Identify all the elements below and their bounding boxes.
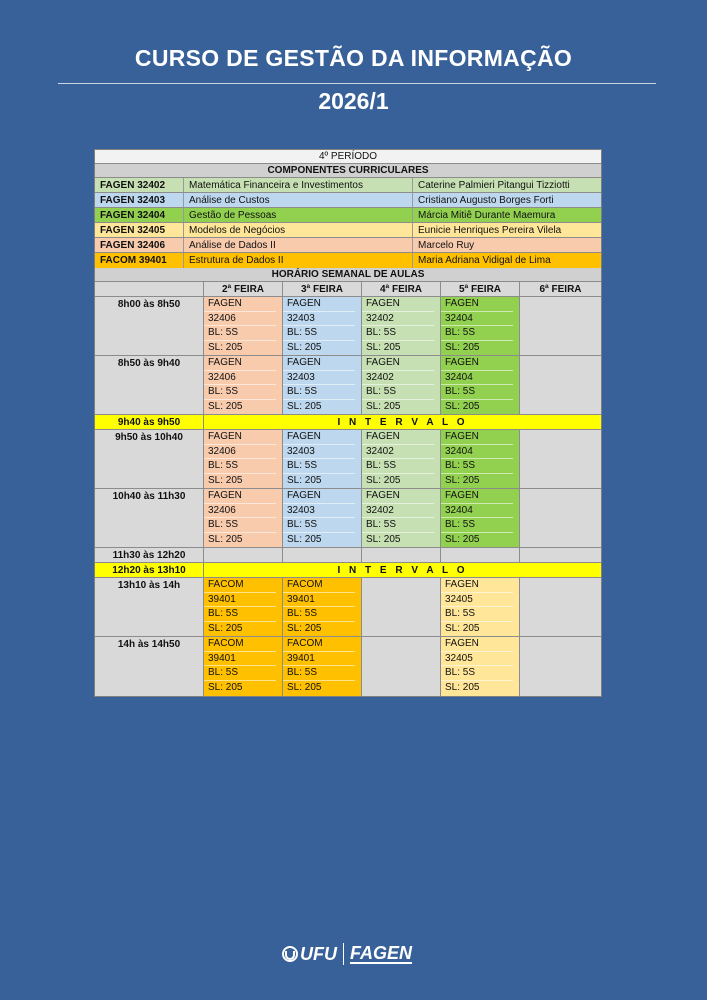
schedule-cell <box>362 578 441 636</box>
period-label: 4º PERÍODO <box>318 151 378 162</box>
cell-line: BL: 5S <box>204 459 276 474</box>
schedule-cell <box>204 430 283 488</box>
cell-line: 32405 <box>441 593 513 608</box>
schedule-cell <box>362 489 441 547</box>
cell-line: 32402 <box>362 504 434 519</box>
cell-line: FAGEN <box>441 637 513 652</box>
schedule-cell <box>520 430 601 488</box>
days-corner <box>95 282 204 296</box>
cell-line: BL: 5S <box>283 666 355 681</box>
cell-line: BL: 5S <box>283 518 355 533</box>
schedule-cell <box>441 637 520 696</box>
schedule-cell <box>362 548 441 562</box>
course-row <box>95 208 601 223</box>
cell-line: 32403 <box>283 445 355 460</box>
cell-line: BL: 5S <box>283 326 355 341</box>
cell-line: FAGEN <box>283 430 355 445</box>
cell-line: SL: 205 <box>445 681 480 693</box>
interval-row <box>95 563 601 578</box>
schedule-cell <box>204 297 283 355</box>
cell-line: SL: 205 <box>287 533 322 545</box>
schedule-cell <box>204 489 283 547</box>
course-code: FAGEN 32402 <box>95 178 184 192</box>
cell-line: BL: 5S <box>204 607 276 622</box>
page-title: CURSO DE GESTÃO DA INFORMAÇÃO <box>134 45 573 71</box>
cell-line: 32402 <box>362 371 434 386</box>
cell-line: BL: 5S <box>283 385 355 400</box>
interval-row <box>95 415 601 430</box>
logo-separator <box>343 943 344 965</box>
time-slot-row <box>95 356 601 415</box>
schedule-cell <box>204 637 283 696</box>
cell-line: FAGEN <box>362 297 434 312</box>
schedule-cell <box>520 297 601 355</box>
cell-line: 32406 <box>204 371 276 386</box>
cell-line: BL: 5S <box>441 326 513 341</box>
schedule-cell <box>204 578 283 636</box>
schedule-cell <box>283 548 362 562</box>
cell-line: FAGEN <box>441 430 513 445</box>
cell-line: BL: 5S <box>283 607 355 622</box>
course-row <box>95 193 601 208</box>
cell-line: SL: 205 <box>445 400 480 412</box>
course-row <box>95 238 601 253</box>
components-title: COMPONENTES CURRICULARES <box>267 165 429 176</box>
course-name: Análise de Dados II <box>184 238 413 252</box>
schedule-cell <box>520 637 601 696</box>
cell-line: FAGEN <box>362 430 434 445</box>
cell-line: 39401 <box>204 652 276 667</box>
cell-line: FAGEN <box>362 489 434 504</box>
interval-time: 12h20 às 13h10 <box>95 563 204 577</box>
cell-line: BL: 5S <box>204 326 276 341</box>
ufu-logo-text: UFU <box>300 943 337 964</box>
cell-line: BL: 5S <box>204 518 276 533</box>
period-header <box>95 150 601 164</box>
interval-label: I N T E R V A L O <box>337 417 468 428</box>
cell-line: 32404 <box>441 371 513 386</box>
cell-line: 32403 <box>283 371 355 386</box>
schedule-cell <box>283 356 362 414</box>
cell-line: BL: 5S <box>441 385 513 400</box>
schedule-sheet <box>94 149 602 697</box>
course-row <box>95 178 601 193</box>
schedule-cell <box>283 297 362 355</box>
course-code: FAGEN 32403 <box>95 193 184 207</box>
ufu-fagen-logo <box>282 940 412 968</box>
schedule-cell <box>283 637 362 696</box>
schedule-cell <box>520 356 601 414</box>
cell-line: FAGEN <box>283 297 355 312</box>
course-code: FACOM 39401 <box>95 253 184 268</box>
cell-line: 32406 <box>204 504 276 519</box>
cell-line: SL: 205 <box>366 533 401 545</box>
schedule-cell <box>441 297 520 355</box>
interval-time: 9h40 às 9h50 <box>95 415 204 429</box>
cell-line: FACOM <box>204 578 276 593</box>
cell-line: SL: 205 <box>208 681 243 693</box>
cell-line: FAGEN <box>362 356 434 371</box>
course-name: Gestão de Pessoas <box>184 208 413 222</box>
cell-line: FAGEN <box>204 356 276 371</box>
cell-line: SL: 205 <box>287 400 322 412</box>
cell-line: 32404 <box>441 445 513 460</box>
course-code: FAGEN 32405 <box>95 223 184 237</box>
cell-line: FACOM <box>283 637 355 652</box>
cell-line: BL: 5S <box>441 607 513 622</box>
fagen-logo-text: FAGEN <box>350 943 413 963</box>
time-slot-row <box>95 297 601 356</box>
time-slot-label: 10h40 às 11h30 <box>95 489 204 547</box>
cell-line: 32403 <box>283 504 355 519</box>
cell-line: SL: 205 <box>366 400 401 412</box>
cell-line: FAGEN <box>441 297 513 312</box>
cell-line: SL: 205 <box>208 341 243 353</box>
cell-line: BL: 5S <box>441 518 513 533</box>
day-header: 5ª FEIRA <box>441 282 520 296</box>
page-year: 2026/1 <box>318 88 389 114</box>
title-divider <box>58 83 656 84</box>
time-slot-row <box>95 548 601 563</box>
course-row <box>95 253 601 268</box>
cell-line: 32402 <box>362 445 434 460</box>
course-list <box>95 178 601 268</box>
day-header: 3ª FEIRA <box>283 282 362 296</box>
schedule-cell <box>441 578 520 636</box>
cell-line: 32404 <box>441 504 513 519</box>
schedule-grid <box>95 297 601 696</box>
schedule-cell <box>204 548 283 562</box>
day-header: 6ª FEIRA <box>539 284 582 295</box>
schedule-cell <box>441 548 520 562</box>
cell-line: BL: 5S <box>362 518 434 533</box>
time-slot-label: 9h50 às 10h40 <box>95 430 204 488</box>
schedule-cell <box>283 489 362 547</box>
cell-line: BL: 5S <box>362 385 434 400</box>
cell-line: FAGEN <box>204 297 276 312</box>
cell-line: BL: 5S <box>441 666 513 681</box>
day-header: 4ª FEIRA <box>362 282 441 296</box>
cell-line: FAGEN <box>283 356 355 371</box>
cell-line: 32402 <box>362 312 434 327</box>
course-professor: Eunicie Henriques Pereira Vilela <box>418 225 562 236</box>
course-name: Modelos de Negócios <box>184 223 413 237</box>
time-slot-label: 14h às 14h50 <box>95 637 204 696</box>
time-slot-row <box>95 430 601 489</box>
cell-line: 32403 <box>283 312 355 327</box>
schedule-cell <box>520 548 601 562</box>
cell-line: SL: 205 <box>366 474 401 486</box>
schedule-cell <box>520 489 601 547</box>
cell-line: 39401 <box>283 652 355 667</box>
cell-line: FAGEN <box>204 430 276 445</box>
cell-line: SL: 205 <box>445 533 480 545</box>
course-professor: Marcelo Ruy <box>418 240 475 251</box>
components-header <box>95 164 601 178</box>
cell-line: SL: 205 <box>287 341 322 353</box>
time-slot-row <box>95 637 601 696</box>
schedule-cell <box>441 356 520 414</box>
course-professor: Márcia Mitiê Durante Maemura <box>418 210 556 221</box>
schedule-cell <box>283 430 362 488</box>
cell-line: 32405 <box>441 652 513 667</box>
cell-line: SL: 205 <box>445 474 480 486</box>
cell-line: FAGEN <box>204 489 276 504</box>
cell-line: SL: 205 <box>287 681 322 693</box>
cell-line: SL: 205 <box>208 474 243 486</box>
time-slot-row <box>95 578 601 637</box>
schedule-cell <box>362 297 441 355</box>
course-row <box>95 223 601 238</box>
cell-line: SL: 205 <box>208 533 243 545</box>
cell-line: FAGEN <box>441 578 513 593</box>
schedule-cell <box>283 578 362 636</box>
time-slot-label: 11h30 às 12h20 <box>95 548 204 562</box>
cell-line: SL: 205 <box>445 341 480 353</box>
cell-line: BL: 5S <box>204 666 276 681</box>
cell-line: FACOM <box>204 637 276 652</box>
cell-line: FACOM <box>283 578 355 593</box>
interval-label: I N T E R V A L O <box>337 565 468 576</box>
cell-line: 32406 <box>204 312 276 327</box>
course-name: Análise de Custos <box>184 193 413 207</box>
cell-line: BL: 5S <box>362 326 434 341</box>
cell-line: FAGEN <box>283 489 355 504</box>
schedule-cell <box>204 356 283 414</box>
time-slot-label: 13h10 às 14h <box>95 578 204 636</box>
day-header: 2ª FEIRA <box>204 282 283 296</box>
course-name: Matemática Financeira e Investimentos <box>184 178 413 192</box>
schedule-cell <box>441 430 520 488</box>
cell-line: SL: 205 <box>208 400 243 412</box>
schedule-header <box>95 268 601 282</box>
course-code: FAGEN 32404 <box>95 208 184 222</box>
cell-line: 32404 <box>441 312 513 327</box>
course-professor: Maria Adriana Vidigal de Lima <box>418 255 551 266</box>
schedule-cell <box>362 430 441 488</box>
course-professor: Caterine Palmieri Pitangui Tizziotti <box>418 180 570 191</box>
cell-line: SL: 205 <box>208 622 243 634</box>
time-slot-row <box>95 489 601 548</box>
course-code: FAGEN 32406 <box>95 238 184 252</box>
cell-line: SL: 205 <box>366 341 401 353</box>
schedule-title: HORÁRIO SEMANAL DE AULAS <box>271 269 425 280</box>
cell-line: 39401 <box>283 593 355 608</box>
course-professor: Cristiano Augusto Borges Forti <box>418 195 554 206</box>
schedule-cell <box>441 489 520 547</box>
time-slot-label: 8h50 às 9h40 <box>95 356 204 414</box>
schedule-cell <box>362 637 441 696</box>
cell-line: FAGEN <box>441 356 513 371</box>
days-header <box>95 282 601 297</box>
cell-line: BL: 5S <box>362 459 434 474</box>
cell-line: BL: 5S <box>204 385 276 400</box>
course-name: Estrutura de Dados II <box>184 253 413 268</box>
cell-line: SL: 205 <box>287 622 322 634</box>
ufu-emblem-icon <box>282 946 298 962</box>
cell-line: SL: 205 <box>287 474 322 486</box>
schedule-cell <box>362 356 441 414</box>
cell-line: 32406 <box>204 445 276 460</box>
cell-line: BL: 5S <box>283 459 355 474</box>
cell-line: 39401 <box>204 593 276 608</box>
cell-line: FAGEN <box>441 489 513 504</box>
schedule-cell <box>520 578 601 636</box>
cell-line: BL: 5S <box>441 459 513 474</box>
time-slot-label: 8h00 às 8h50 <box>95 297 204 355</box>
cell-line: SL: 205 <box>445 622 480 634</box>
